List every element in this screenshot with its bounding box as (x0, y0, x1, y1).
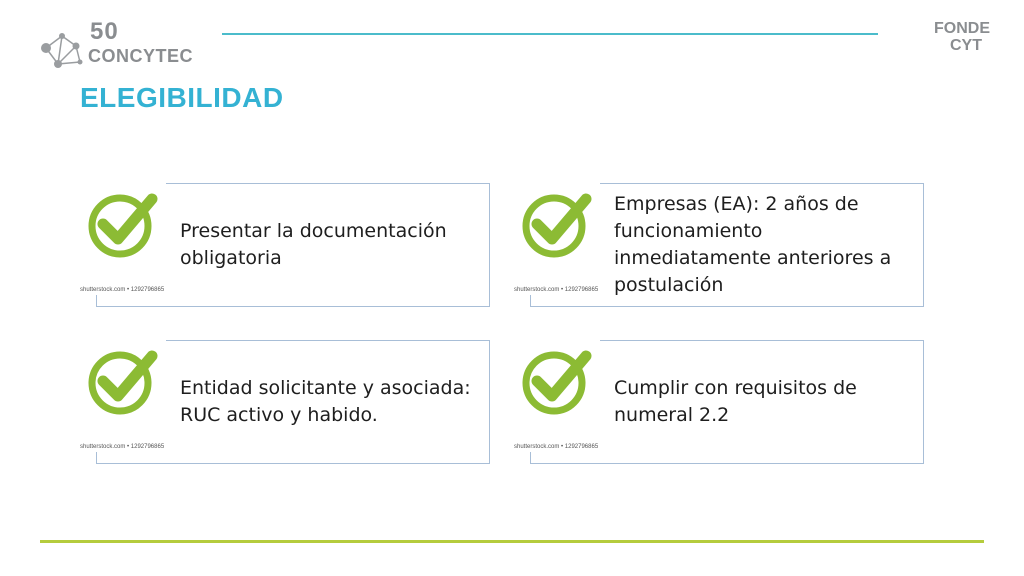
concytec-logo (38, 18, 194, 78)
eligibility-item (514, 340, 924, 464)
network-icon (38, 28, 86, 74)
checkmark-circle-icon (86, 187, 160, 259)
logo-anniversary-number: 50 (90, 18, 119, 45)
item-text: Presentar la documentación obligatoria (180, 220, 447, 269)
item-text: Entidad solicitante y asociada: RUC activo y habido. (180, 377, 471, 426)
logo-concytec-text: CONCYTEC (88, 46, 194, 66)
stock-watermark: shutterstock.com • 1292796865 (80, 287, 165, 293)
eligibility-item (80, 183, 490, 307)
item-text: Empresas (EA): 2 años de funcionamiento inmediatamente anteriores a postulación (614, 193, 892, 296)
stock-watermark: shutterstock.com • 1292796865 (514, 287, 599, 293)
fondecyt-logo-line2: CYT (950, 37, 982, 54)
header-divider (222, 33, 878, 35)
checkmark-circle-icon (520, 187, 594, 259)
checkmark-circle-icon (86, 344, 160, 416)
fondecyt-logo-line1: FONDE (934, 20, 990, 37)
item-text: Cumplir con requisitos de numeral 2.2 (614, 377, 857, 426)
page-title: ELEGIBILIDAD (80, 82, 284, 113)
check-badge (80, 340, 166, 452)
check-badge (514, 183, 600, 295)
stock-watermark: shutterstock.com • 1292796865 (514, 444, 599, 450)
fondecyt-logo (910, 20, 990, 60)
checkmark-circle-icon (520, 344, 594, 416)
eligibility-item (514, 183, 924, 307)
stock-watermark: shutterstock.com • 1292796865 (80, 444, 165, 450)
check-badge (80, 183, 166, 295)
eligibility-item (80, 340, 490, 464)
footer-divider (40, 540, 984, 543)
check-badge (514, 340, 600, 452)
